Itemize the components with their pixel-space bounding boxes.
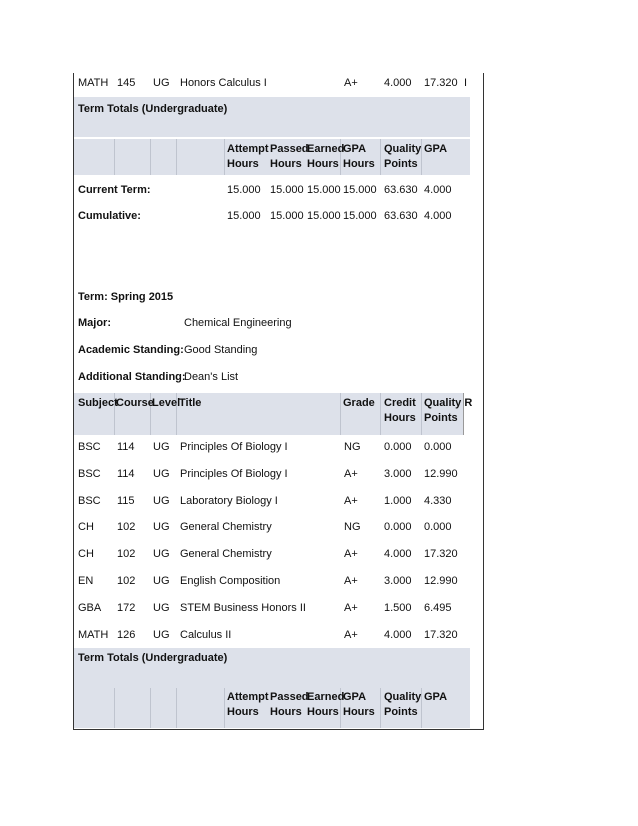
course-subject: BSC (78, 494, 101, 507)
top-course-credit: 4.000 (384, 77, 412, 89)
gpa-hours-header: GPA (343, 143, 367, 155)
passed-hours-header-b2: Hours (270, 706, 302, 718)
course-level: UG (153, 575, 170, 587)
gpa-hours-header-b2: Hours (343, 706, 375, 718)
current-earned: 15.000 (307, 184, 341, 196)
course-title: General Chemistry (180, 548, 272, 561)
course-credit: 1.500 (384, 601, 412, 614)
course-title: Principles Of Biology I (180, 441, 288, 453)
course-title: English Composition (180, 575, 281, 587)
course-grade: A+ (344, 601, 358, 614)
course-grade: NG (344, 521, 361, 534)
course-subject: CH (78, 521, 94, 534)
course-subject: BSC (78, 467, 101, 480)
earned-hours-header: Earned (307, 143, 345, 155)
attempt-hours-header: Attempt (227, 143, 269, 155)
gpa-hours-header-b: GPA (343, 691, 367, 703)
top-course-subject: MATH (78, 77, 109, 89)
course-level: UG (153, 548, 170, 561)
course-credit: 3.000 (384, 467, 412, 480)
course-subject: CH (78, 548, 94, 561)
major-label: Major: (78, 317, 111, 329)
course-credit: 1.000 (384, 494, 412, 507)
cumulative-gpa-hours: 15.000 (343, 210, 377, 222)
quality-points-header-b: Quality (384, 691, 422, 703)
current-attempt: 15.000 (227, 184, 261, 196)
top-course-quality: 17.320 (424, 77, 458, 89)
course-quality: 17.320 (424, 548, 458, 561)
top-course-extra: I (464, 77, 468, 89)
cumulative-passed: 15.000 (270, 210, 304, 222)
passed-hours-header-2: Hours (270, 158, 302, 170)
current-term-label: Current Term: (78, 184, 151, 196)
course-credit: 4.000 (384, 548, 412, 561)
course-quality: 12.990 (424, 467, 458, 480)
course-quality: 0.000 (424, 441, 452, 453)
current-gpa: 4.000 (424, 184, 452, 196)
course-course: 114 (117, 441, 135, 453)
course-course: 115 (117, 494, 135, 507)
earned-hours-header-2: Hours (307, 158, 339, 170)
subject-header: Subject (78, 397, 118, 409)
course-quality: 6.495 (424, 601, 452, 614)
course-course: 102 (117, 575, 136, 587)
earned-hours-header-b: Earned (307, 691, 345, 703)
course-grade: A+ (344, 548, 358, 561)
cumulative-label: Cumulative: (78, 210, 141, 222)
term-totals-heading: Term Totals (Undergraduate) (78, 103, 228, 115)
earned-hours-header-b2: Hours (307, 706, 339, 718)
course-quality: 4.330 (424, 494, 452, 507)
course-level: UG (153, 601, 170, 614)
course-course: 172 (117, 601, 136, 614)
top-course-number: 145 (117, 77, 136, 89)
course-subject: EN (78, 575, 94, 587)
course-credit: 4.000 (384, 628, 412, 641)
course-grade: A+ (344, 494, 358, 507)
cumulative-earned: 15.000 (307, 210, 341, 222)
course-course: 126 (117, 628, 136, 641)
gpa-header: GPA (424, 143, 448, 155)
additional-standing-label: Additional Standing: (78, 371, 186, 383)
quality-points-col-header-2: Points (424, 412, 458, 424)
attempt-hours-header-b2: Hours (227, 706, 259, 718)
term-totals-heading-2: Term Totals (Undergraduate) (78, 652, 228, 664)
course-level: UG (153, 494, 170, 507)
course-grade: A+ (344, 575, 358, 587)
course-title: General Chemistry (180, 521, 272, 534)
top-course-grade: A+ (344, 77, 358, 89)
course-title: Principles Of Biology I (180, 467, 288, 480)
course-level: UG (153, 467, 170, 480)
attempt-hours-header-2: Hours (227, 158, 259, 170)
course-course: 102 (117, 548, 136, 561)
quality-points-header: Quality (384, 143, 422, 155)
course-subject: BSC (78, 441, 101, 453)
cumulative-quality: 63.630 (384, 210, 418, 222)
passed-hours-header-b: Passed (270, 691, 309, 703)
course-grade: A+ (344, 467, 358, 480)
top-course-title: Honors Calculus I (180, 77, 267, 89)
course-subject: GBA (78, 601, 102, 614)
credit-hours-header-2: Hours (384, 412, 416, 424)
course-quality: 17.320 (424, 628, 458, 641)
level-header: Level (152, 397, 181, 409)
course-credit: 0.000 (384, 521, 412, 534)
cumulative-gpa: 4.000 (424, 210, 452, 222)
term-heading: Term: Spring 2015 (78, 291, 174, 303)
course-credit: 0.000 (384, 441, 412, 453)
additional-standing-value: Dean's List (184, 371, 239, 383)
quality-points-header-b2: Points (384, 706, 418, 718)
gpa-hours-header-2: Hours (343, 158, 375, 170)
course-level: UG (153, 521, 170, 534)
current-quality: 63.630 (384, 184, 418, 196)
academic-standing-label: Academic Standing: (78, 344, 184, 356)
course-title: Calculus II (180, 628, 232, 641)
course-grade: NG (344, 441, 361, 453)
course-subject: MATH (78, 628, 109, 641)
course-header: Course (116, 397, 154, 409)
gpa-header-b: GPA (424, 691, 448, 703)
cumulative-attempt: 15.000 (227, 210, 261, 222)
course-level: UG (153, 628, 170, 641)
attempt-hours-header-b: Attempt (227, 691, 269, 703)
course-title: STEM Business Honors II (180, 601, 306, 614)
course-credit: 3.000 (384, 575, 412, 587)
passed-hours-header: Passed (270, 143, 309, 155)
title-header: Title (179, 397, 202, 409)
credit-hours-header: Credit (384, 397, 416, 409)
course-quality: 0.000 (424, 521, 452, 534)
quality-points-header-2: Points (384, 158, 418, 170)
major-value: Chemical Engineering (184, 317, 292, 329)
current-passed: 15.000 (270, 184, 304, 196)
course-course: 114 (117, 467, 135, 480)
quality-points-col-header: Quality R (424, 397, 473, 409)
top-course-level: UG (153, 77, 170, 89)
course-grade: A+ (344, 628, 358, 641)
academic-standing-value: Good Standing (184, 344, 258, 356)
course-title: Laboratory Biology I (180, 494, 278, 507)
course-quality: 12.990 (424, 575, 458, 587)
grade-header: Grade (343, 397, 375, 409)
course-level: UG (153, 441, 170, 453)
current-gpa-hours: 15.000 (343, 184, 377, 196)
course-course: 102 (117, 521, 136, 534)
